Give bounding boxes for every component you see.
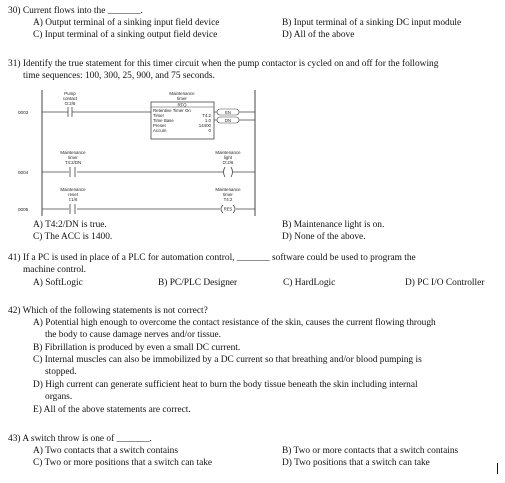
q43-option-b: B) Two or more contacts that a switch contains (282, 446, 459, 456)
rto-accum-value: 0 (208, 128, 211, 133)
rto-timebase-value: 1.0 (204, 118, 211, 123)
q31-option-d: D) None of the above. (282, 232, 366, 242)
q31-stem-line1: 31) Identify the true statement for this timer circuit when the pump contactor is cycled on and off for the following (8, 59, 439, 69)
rung-number-0003: 0003 (18, 110, 29, 115)
res-label-2: timer (223, 192, 233, 197)
q30-option-a: A) Output terminal of a sinking input field device (33, 18, 220, 28)
light-coil-address: O:2/6 (222, 160, 234, 165)
text-cursor (497, 463, 498, 474)
q30-stem: 30) Current flows into the _______. (8, 6, 143, 16)
q30-option-c: C) Input terminal of a sinking output field device (33, 30, 218, 40)
q42-option-b: B) Fibrillation is produced by even a small DC current. (33, 343, 241, 353)
en-bit-label: EN (225, 109, 231, 115)
reset-contact-label-2: reset (68, 192, 78, 197)
q31-option-a: A) T4:2/DN is true. (33, 220, 107, 230)
res-label-1: Maintenance (215, 187, 241, 192)
reset-contact-label-1: Maintenance (60, 187, 86, 192)
q43-option-a: A) Two contacts that a switch contains (33, 446, 178, 456)
q42-option-a-line2: the body to cause damage nerves and/or tissue. (45, 330, 221, 340)
res-address: T4:2 (223, 197, 233, 202)
rto-preset-label: Preset (153, 123, 166, 128)
q42-stem: 42) Which of the following statements is not correct? (8, 306, 208, 316)
rto-title: Retentive Timer On (153, 108, 191, 113)
q42-option-d-line1: D) High current can generate sufficient heat to burn the body tissue beneath the skin including internal (33, 380, 418, 390)
timer-label-1: Maintenance (169, 91, 195, 96)
q31-option-c: C) The ACC is 1400. (33, 232, 113, 242)
pump-contact-label-1: Pump (64, 91, 76, 96)
reset-contact-address: I:1/6 (68, 197, 78, 202)
q31-stem-line2: time sequences: 100, 300, 25, 900, and 75 seconds. (23, 71, 215, 81)
q43-option-c: C) Two or more positions that a switch can take (33, 458, 213, 468)
q42-option-e: E) All of the above statements are correct. (33, 405, 191, 415)
q41-option-d: D) PC I/O Controller (405, 278, 485, 288)
q42-option-c-line2: stopped. (45, 367, 77, 377)
dn-contact-label-1: Maintenance (60, 150, 86, 155)
dn-bit-label: DN (224, 117, 232, 123)
q41-stem-line1: 41) If a PC is used in place of a PLC for automation control, _______ software could be used to program the (8, 253, 416, 263)
timer-label-2: timer (177, 96, 187, 101)
rto-preset-value: 14400 (198, 123, 211, 128)
pump-contact-address: O:2/6 (64, 101, 76, 106)
q41-option-b: B) PC/PLC Designer (158, 278, 238, 288)
q41-option-c: C) HardLogic (283, 278, 336, 288)
q31-option-b: B) Maintenance light is on. (282, 220, 385, 230)
dn-contact-label-2: timer (68, 155, 78, 160)
q43-option-d: D) Two positions that a switch can take (282, 458, 430, 468)
q43-stem: 43) A switch throw is one of _______. (8, 434, 152, 444)
pump-contact-label-2: contact (62, 96, 78, 101)
light-coil-label-1: Maintenance (215, 150, 241, 155)
dn-contact-address: T4:2/DN (64, 160, 82, 165)
q42-option-c-line1: C) Internal muscles can also be immobilized by a DC current so that breathing and/or blood pumping is (33, 355, 422, 365)
rto-timebase-label: Time Base (153, 118, 174, 123)
q41-option-a: A) SoftLogic (33, 278, 83, 288)
rung-number-0004: 0004 (18, 170, 29, 175)
rto-timer-label: Timer (153, 113, 165, 118)
rto-timer-value: T4:2 (202, 113, 211, 118)
q30-option-d: D) All of the above (282, 30, 355, 40)
q41-stem-line2: machine control. (23, 265, 86, 275)
res-coil-label: RES (223, 206, 233, 212)
q42-option-a-line1: A) Potential high enough to overcome the contact resistance of the skin, causes the current flowing through (33, 318, 436, 328)
q42-option-d-line2: organs. (45, 392, 73, 402)
rung-number-0005: 0005 (18, 207, 29, 212)
rto-accum-label: Accum (153, 128, 167, 133)
rto-mnemonic: RTO (177, 102, 187, 108)
light-coil-label-2: light (223, 155, 233, 160)
ladder-diagram (18, 88, 280, 216)
q30-option-b: B) Input terminal of a sinking DC input module (282, 18, 462, 28)
